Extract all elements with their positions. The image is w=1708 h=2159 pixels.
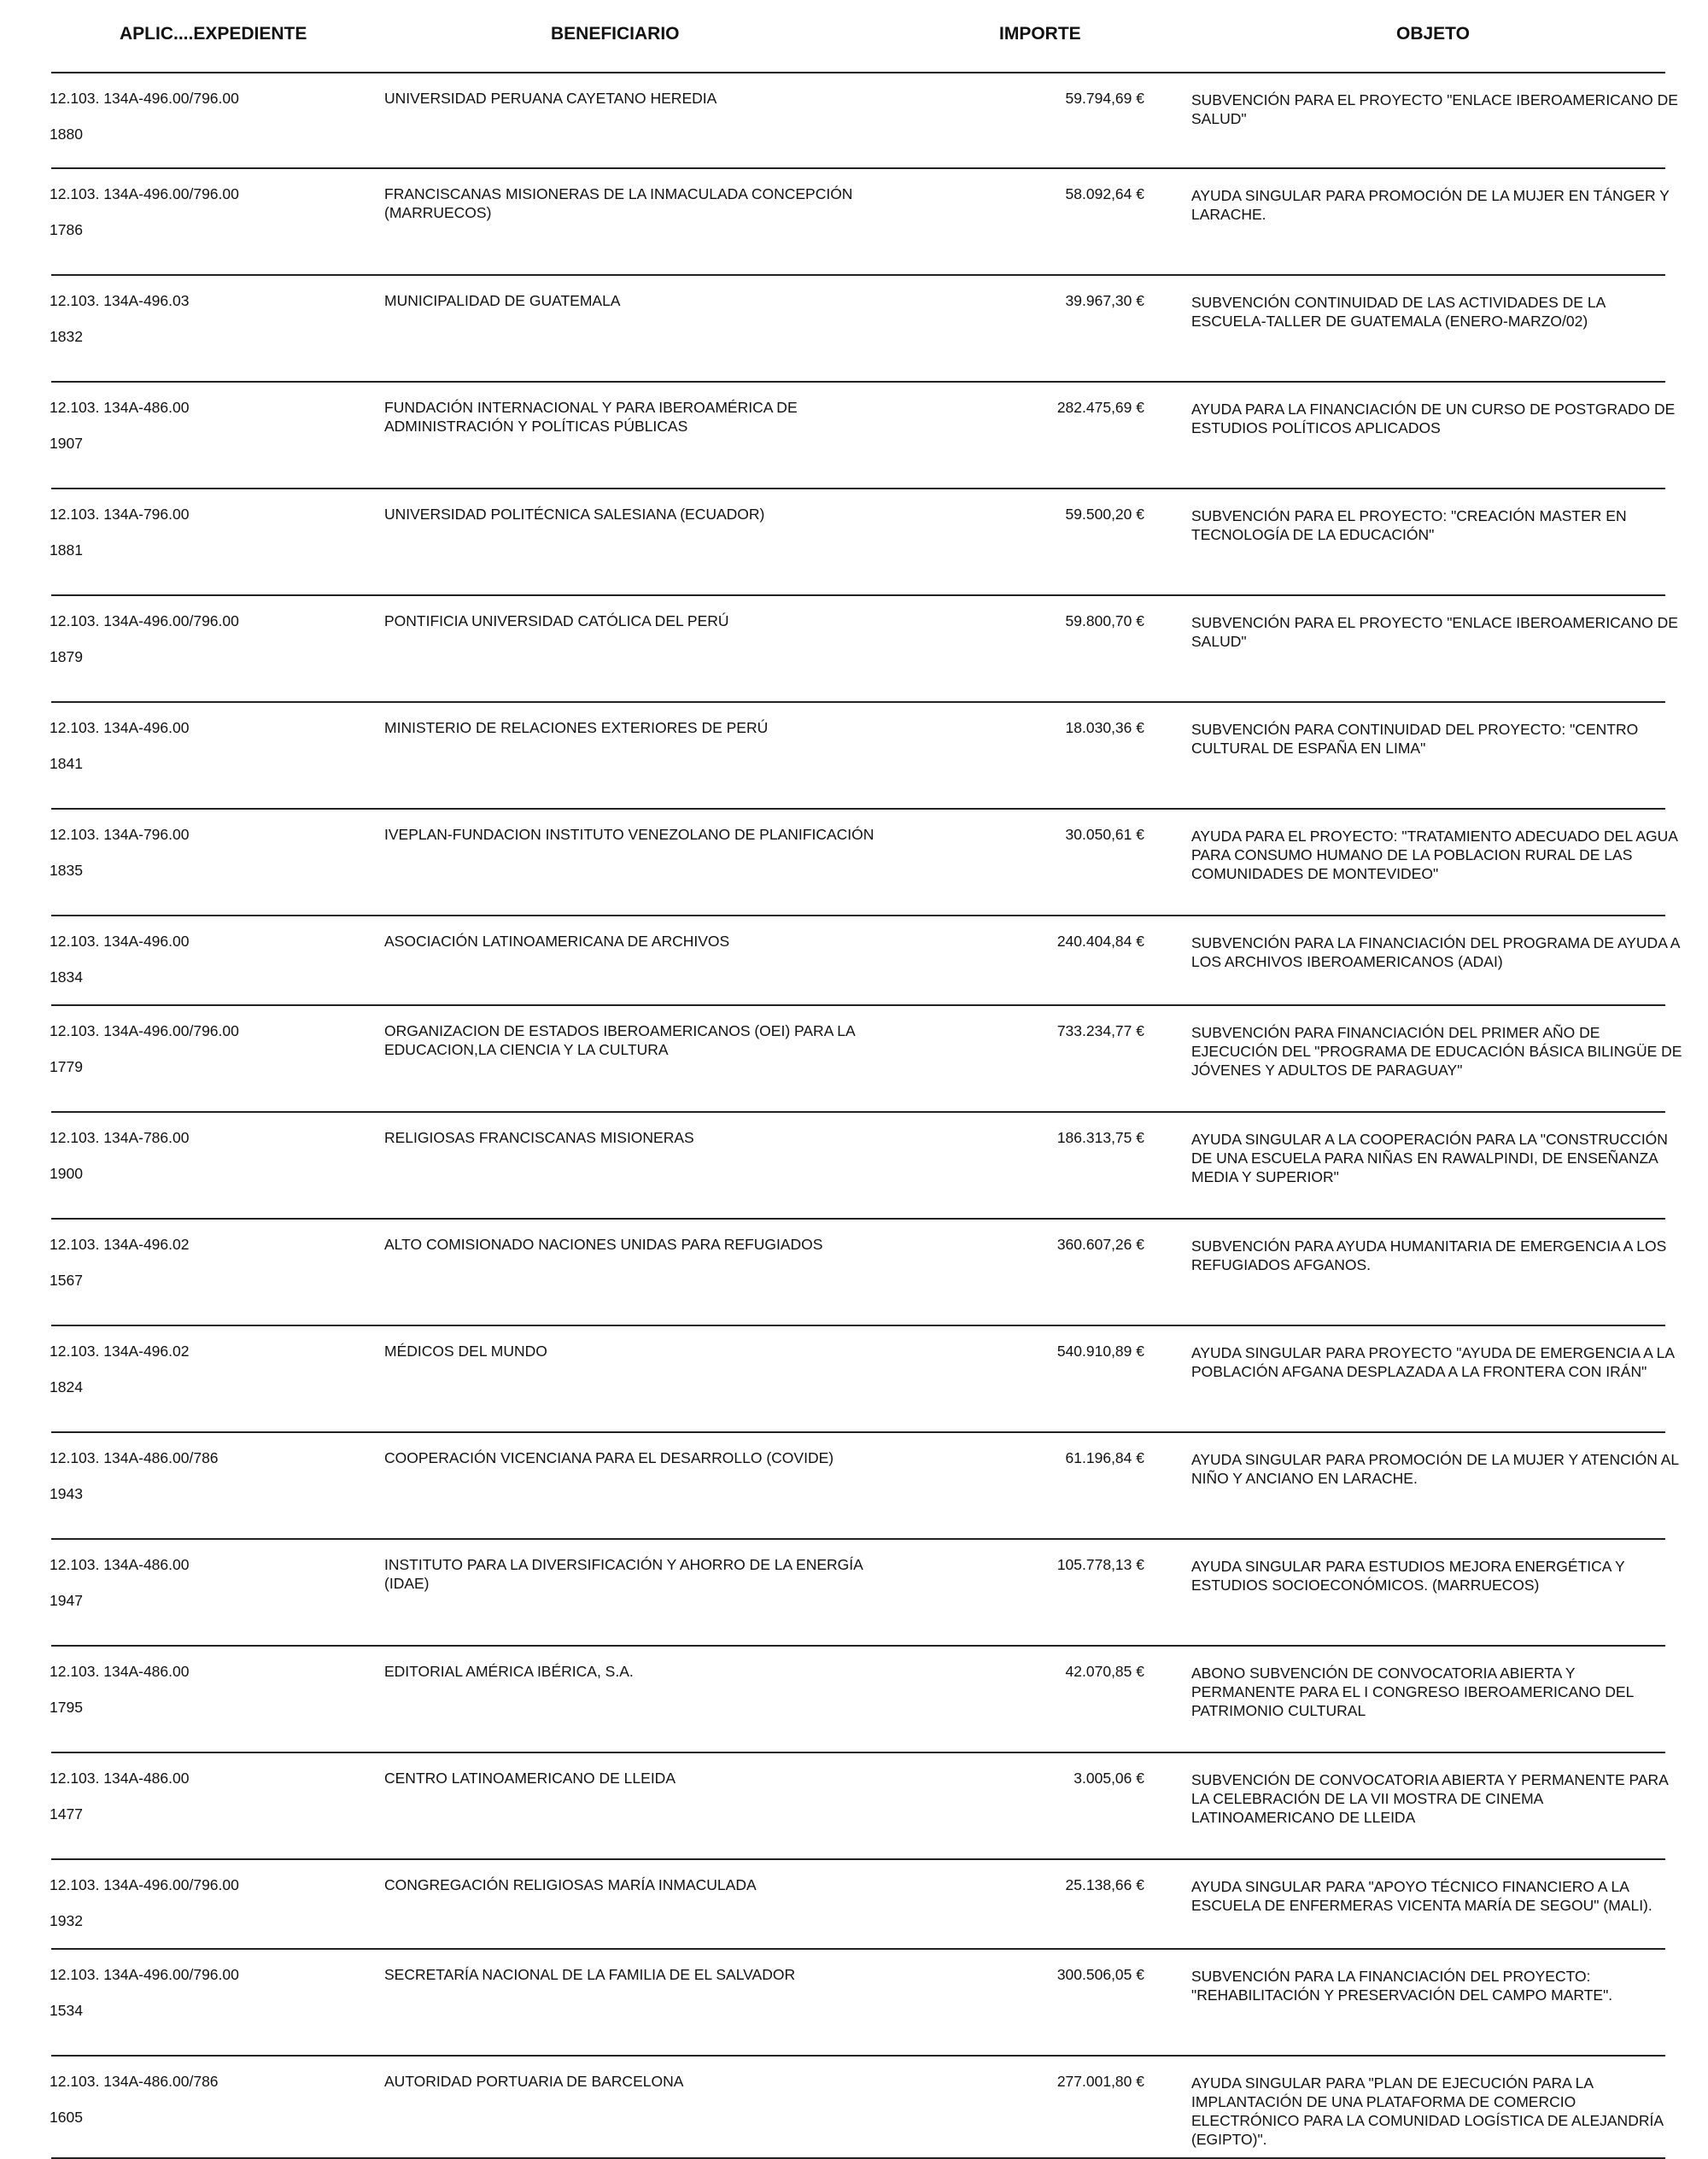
header-aplic-expediente: APLIC....EXPEDIENTE	[120, 24, 307, 44]
table-row	[0, 703, 1708, 810]
aplicacion-cell: 12.103. 134A-496.00/796.00	[50, 1876, 239, 1893]
objeto-cell: SUBVENCIÓN PARA LA FINANCIACIÓN DEL PROYECTO: "REHABILITACIÓN Y PRESERVACIÓN DEL CAMPO MARTE".	[1191, 1968, 1613, 2004]
table-row	[0, 1006, 1708, 1113]
expediente-cell: 1943	[50, 1485, 83, 1502]
table-row	[0, 1326, 1708, 1433]
table-row	[0, 1220, 1708, 1326]
header-importe: IMPORTE	[999, 24, 1081, 44]
expediente-cell: 1795	[50, 1699, 83, 1716]
beneficiario-cell: FRANCISCANAS MISIONERAS DE LA INMACULADA CONCEPCIÓN (MARRUECOS)	[384, 185, 853, 221]
aplicacion-cell: 12.103. 134A-486.00	[50, 1770, 190, 1787]
importe-cell: 39.967,30 €	[1065, 292, 1144, 309]
table-row	[0, 489, 1708, 596]
importe-cell: 186.313,75 €	[1056, 1129, 1144, 1146]
importe-cell: 25.138,66 €	[1065, 1876, 1144, 1893]
expediente-cell: 1605	[50, 2109, 83, 2126]
objeto-cell: AYUDA SINGULAR PARA PROMOCIÓN DE LA MUJER Y ATENCIÓN AL NIÑO Y ANCIANO EN LARACHE.	[1191, 1451, 1679, 1487]
table-row	[0, 1753, 1708, 1860]
objeto-cell: SUBVENCIÓN PARA EL PROYECTO: "CREACIÓN MASTER EN TECNOLOGÍA DE LA EDUCACIÓN"	[1191, 507, 1627, 543]
aplicacion-cell: 12.103. 134A-496.02	[50, 1343, 190, 1360]
importe-cell: 61.196,84 €	[1065, 1449, 1144, 1466]
expediente-cell: 1477	[50, 1805, 83, 1823]
expediente-cell: 1834	[50, 968, 83, 986]
objeto-cell: ABONO SUBVENCIÓN DE CONVOCATORIA ABIERTA Y PERMANENTE PARA EL I CONGRESO IBEROAMERICANO DEL PATRIMONIO CULTURAL	[1191, 1665, 1634, 1719]
beneficiario-cell: UNIVERSIDAD POLITÉCNICA SALESIANA (ECUADOR)	[384, 506, 765, 523]
aplicacion-cell: 12.103. 134A-486.00	[50, 399, 190, 416]
importe-cell: 733.234,77 €	[1056, 1022, 1144, 1039]
table-row	[0, 916, 1708, 1006]
beneficiario-cell: SECRETARÍA NACIONAL DE LA FAMILIA DE EL SALVADOR	[384, 1966, 796, 1983]
beneficiario-cell: IVEPLAN-FUNDACION INSTITUTO VENEZOLANO DE PLANIFICACIÓN	[384, 826, 874, 843]
aplicacion-cell: 12.103. 134A-496.00/796.00	[50, 1022, 239, 1039]
objeto-cell: AYUDA SINGULAR PARA PROYECTO "AYUDA DE EMERGENCIA A LA POBLACIÓN AFGANA DESPLAZADA A LA FRONTERA CON IRÁN"	[1191, 1344, 1675, 1380]
beneficiario-cell: MINISTERIO DE RELACIONES EXTERIORES DE PERÚ	[384, 719, 769, 736]
table-row	[0, 276, 1708, 383]
table-row	[0, 1113, 1708, 1220]
expediente-cell: 1779	[50, 1058, 83, 1075]
importe-cell: 300.506,05 €	[1056, 1966, 1144, 1983]
objeto-cell: SUBVENCIÓN CONTINUIDAD DE LAS ACTIVIDADES DE LA ESCUELA-TALLER DE GUATEMALA (ENERO-MARZO/02)	[1191, 294, 1606, 330]
aplicacion-cell: 12.103. 134A-496.03	[50, 292, 190, 309]
objeto-cell: SUBVENCIÓN PARA EL PROYECTO "ENLACE IBEROAMERICANO DE SALUD"	[1191, 91, 1678, 127]
beneficiario-cell: MUNICIPALIDAD DE GUATEMALA	[384, 292, 621, 309]
aplicacion-cell: 12.103. 134A-486.00/786	[50, 2073, 219, 2090]
importe-cell: 282.475,69 €	[1056, 399, 1144, 416]
expediente-cell: 1841	[50, 755, 83, 772]
aplicacion-cell: 12.103. 134A-496.00/796.00	[50, 1966, 239, 1983]
beneficiario-cell: CENTRO LATINOAMERICANO DE LLEIDA	[384, 1770, 676, 1787]
aplicacion-cell: 12.103. 134A-796.00	[50, 506, 190, 523]
expediente-cell: 1932	[50, 1912, 83, 1929]
objeto-cell: AYUDA SINGULAR PARA PROMOCIÓN DE LA MUJER EN TÁNGER Y LARACHE.	[1191, 187, 1670, 223]
importe-cell: 105.778,13 €	[1056, 1556, 1144, 1573]
aplicacion-cell: 12.103. 134A-486.00	[50, 1556, 190, 1573]
importe-cell: 240.404,84 €	[1056, 933, 1144, 950]
beneficiario-cell: ORGANIZACION DE ESTADOS IBEROAMERICANOS (OEI) PARA LA EDUCACION,LA CIENCIA Y LA CULTURA	[384, 1022, 855, 1058]
importe-cell: 42.070,85 €	[1065, 1663, 1144, 1680]
objeto-cell: AYUDA PARA LA FINANCIACIÓN DE UN CURSO DE POSTGRADO DE ESTUDIOS POLÍTICOS APLICADOS	[1191, 401, 1676, 436]
table-row	[0, 383, 1708, 489]
table-row	[0, 810, 1708, 916]
table-header	[0, 17, 1708, 51]
beneficiario-cell: AUTORIDAD PORTUARIA DE BARCELONA	[384, 2073, 684, 2090]
beneficiario-cell: RELIGIOSAS FRANCISCANAS MISIONERAS	[384, 1129, 694, 1146]
importe-cell: 58.092,64 €	[1065, 185, 1144, 202]
aplicacion-cell: 12.103. 134A-486.00	[50, 1663, 190, 1680]
aplicacion-cell: 12.103. 134A-496.00/796.00	[50, 185, 239, 202]
aplicacion-cell: 12.103. 134A-496.02	[50, 1236, 190, 1253]
importe-cell: 277.001,80 €	[1056, 2073, 1144, 2090]
table-row	[0, 1860, 1708, 1950]
importe-cell: 59.800,70 €	[1065, 612, 1144, 629]
importe-cell: 540.910,89 €	[1056, 1343, 1144, 1360]
aplicacion-cell: 12.103. 134A-486.00/786	[50, 1449, 219, 1466]
aplicacion-cell: 12.103. 134A-496.00	[50, 933, 190, 950]
objeto-cell: AYUDA SINGULAR PARA "APOYO TÉCNICO FINANCIERO A LA ESCUELA DE ENFERMERAS VICENTA MARÍA DE SEGOU" (MALI).	[1191, 1878, 1652, 1914]
table-row	[0, 1950, 1708, 2057]
beneficiario-cell: FUNDACIÓN INTERNACIONAL Y PARA IBEROAMÉRICA DE ADMINISTRACIÓN Y POLÍTICAS PÚBLICAS	[384, 399, 798, 435]
objeto-cell: SUBVENCIÓN PARA AYUDA HUMANITARIA DE EMERGENCIA A LOS REFUGIADOS AFGANOS.	[1191, 1237, 1667, 1273]
expediente-cell: 1832	[50, 328, 83, 345]
importe-cell: 360.607,26 €	[1056, 1236, 1144, 1253]
beneficiario-cell: PONTIFICIA UNIVERSIDAD CATÓLICA DEL PERÚ	[384, 612, 729, 629]
objeto-cell: AYUDA SINGULAR PARA "PLAN DE EJECUCIÓN PARA LA IMPLANTACIÓN DE UNA PLATAFORMA DE COMERCIO ELECTRÓNICO PARA LA COMUNIDAD LOGÍSTICA DE ALEJANDRÍA (EGIPTO)".	[1191, 2074, 1664, 2148]
beneficiario-cell: COOPERACIÓN VICENCIANA PARA EL DESARROLLO (COVIDE)	[384, 1449, 834, 1466]
objeto-cell: AYUDA PARA EL PROYECTO: "TRATAMIENTO ADECUADO DEL AGUA PARA CONSUMO HUMANO DE LA POBLACION RURAL DE LAS COMUNIDADES DE MONTEVIDEO"	[1191, 828, 1677, 882]
importe-cell: 30.050,61 €	[1065, 826, 1144, 843]
objeto-cell: SUBVENCIÓN PARA CONTINUIDAD DEL PROYECTO: "CENTRO CULTURAL DE ESPAÑA EN LIMA"	[1191, 721, 1639, 757]
header-objeto: OBJETO	[1396, 24, 1470, 44]
beneficiario-cell: INSTITUTO PARA LA DIVERSIFICACIÓN Y AHORRO DE LA ENERGÍA (IDAE)	[384, 1556, 863, 1592]
aplicacion-cell: 12.103. 134A-786.00	[50, 1129, 190, 1146]
expediente-cell: 1534	[50, 2002, 83, 2019]
table-row	[0, 596, 1708, 703]
importe-cell: 3.005,06 €	[1073, 1770, 1144, 1787]
table-row	[0, 1647, 1708, 1753]
beneficiario-cell: CONGREGACIÓN RELIGIOSAS MARÍA INMACULADA	[384, 1876, 757, 1893]
beneficiario-cell: ASOCIACIÓN LATINOAMERICANA DE ARCHIVOS	[384, 933, 730, 950]
aplicacion-cell: 12.103. 134A-496.00/796.00	[50, 612, 239, 629]
objeto-cell: SUBVENCIÓN PARA EL PROYECTO "ENLACE IBEROAMERICANO DE SALUD"	[1191, 614, 1678, 650]
table-row	[0, 73, 1708, 169]
expediente-cell: 1824	[50, 1378, 83, 1395]
expediente-cell: 1907	[50, 435, 83, 452]
beneficiario-cell: UNIVERSIDAD PERUANA CAYETANO HEREDIA	[384, 90, 717, 107]
aplicacion-cell: 12.103. 134A-496.00/796.00	[50, 90, 239, 107]
importe-cell: 59.500,20 €	[1065, 506, 1144, 523]
expediente-cell: 1879	[50, 648, 83, 665]
expediente-cell: 1880	[50, 126, 83, 143]
objeto-cell: AYUDA SINGULAR A LA COOPERACIÓN PARA LA "CONSTRUCCIÓN DE UNA ESCUELA PARA NIÑAS EN RAWALPINDI, DE ENSEÑANZA MEDIA Y SUPERIOR"	[1191, 1131, 1668, 1185]
beneficiario-cell: EDITORIAL AMÉRICA IBÉRICA, S.A.	[384, 1663, 634, 1680]
table-row	[0, 2057, 1708, 2159]
objeto-cell: SUBVENCIÓN PARA FINANCIACIÓN DEL PRIMER AÑO DE EJECUCIÓN DEL "PROGRAMA DE EDUCACIÓN BÁSICA BILINGÜE DE JÓVENES Y ADULTOS DE PARAGUAY"	[1191, 1024, 1682, 1079]
objeto-cell: SUBVENCIÓN DE CONVOCATORIA ABIERTA Y PERMANENTE PARA LA CELEBRACIÓN DE LA VII MOSTRA DE CINEMA LATINOAMERICANO DE LLEIDA	[1191, 1771, 1668, 1826]
expediente-cell: 1567	[50, 1272, 83, 1289]
objeto-cell: SUBVENCIÓN PARA LA FINANCIACIÓN DEL PROGRAMA DE AYUDA A LOS ARCHIVOS IBEROAMERICANOS (ADAI)	[1191, 934, 1680, 970]
header-beneficiario: BENEFICIARIO	[551, 24, 680, 44]
objeto-cell: AYUDA SINGULAR PARA ESTUDIOS MEJORA ENERGÉTICA Y ESTUDIOS SOCIOECONÓMICOS. (MARRUECOS)	[1191, 1558, 1625, 1594]
beneficiario-cell: ALTO COMISIONADO NACIONES UNIDAS PARA REFUGIADOS	[384, 1236, 823, 1253]
expediente-cell: 1786	[50, 221, 83, 238]
expediente-cell: 1835	[50, 862, 83, 879]
importe-cell: 18.030,36 €	[1065, 719, 1144, 736]
expediente-cell: 1881	[50, 541, 83, 559]
beneficiario-cell: MÉDICOS DEL MUNDO	[384, 1343, 547, 1360]
table-body	[0, 73, 1708, 2159]
table-row	[0, 169, 1708, 276]
expediente-cell: 1900	[50, 1165, 83, 1182]
aplicacion-cell: 12.103. 134A-496.00	[50, 719, 190, 736]
table-row	[0, 1433, 1708, 1540]
table-row	[0, 1540, 1708, 1647]
importe-cell: 59.794,69 €	[1065, 90, 1144, 107]
expediente-cell: 1947	[50, 1592, 83, 1609]
aplicacion-cell: 12.103. 134A-796.00	[50, 826, 190, 843]
